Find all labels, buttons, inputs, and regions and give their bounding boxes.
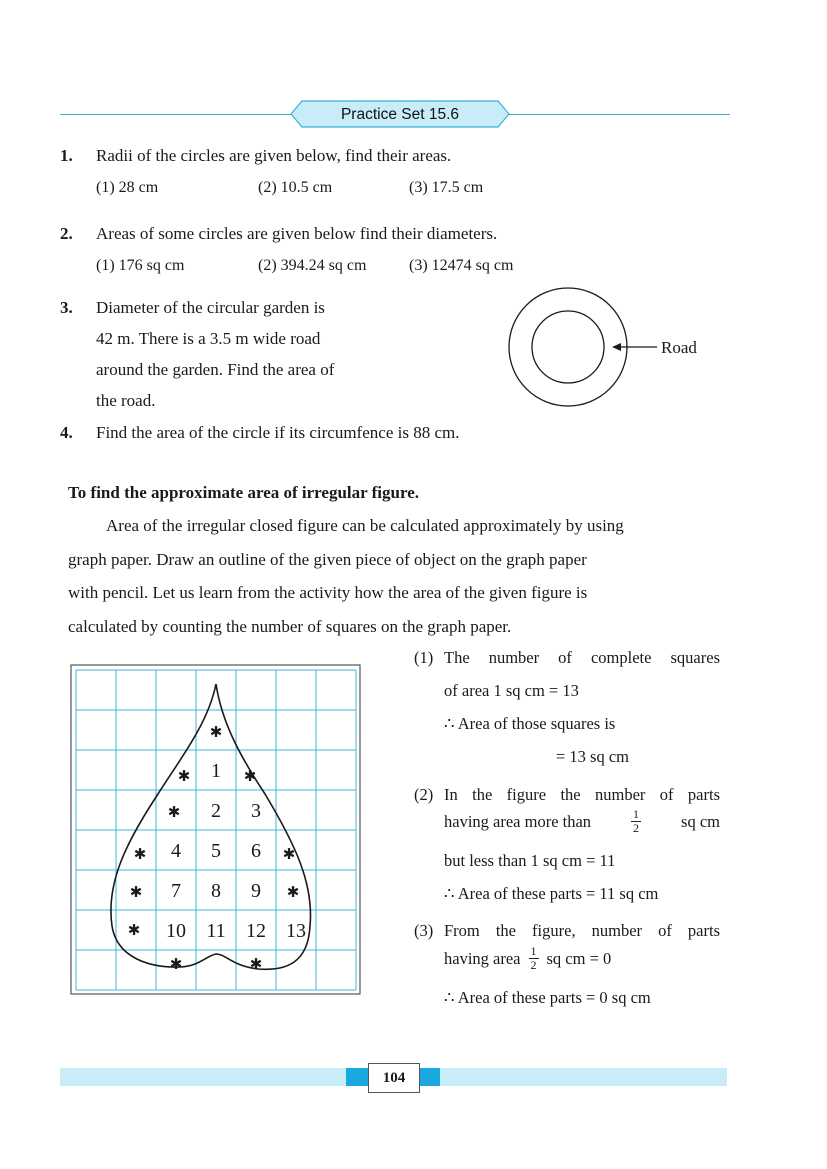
- fraction-numerator: 1: [633, 807, 640, 821]
- road-circle-diagram: [500, 282, 660, 418]
- partial-square-star-icon: ✱: [282, 845, 296, 863]
- step-3-marker: (3): [414, 921, 434, 940]
- header-banner: [290, 100, 510, 128]
- question-1-number: 1.: [60, 146, 73, 165]
- step-2-line-2-pre: having area more than: [444, 811, 592, 831]
- question-3-line-3: around the garden. Find the area of: [96, 360, 335, 379]
- inner-circle: [532, 311, 604, 383]
- partial-square-star-icon: ✱: [209, 723, 223, 741]
- grid-number-label: 10: [166, 920, 186, 942]
- step-1-marker: (1): [414, 648, 434, 667]
- road-label: Road: [661, 338, 697, 357]
- paragraph-line-1: Area of the irregular closed figure can be calculated approximately by using: [106, 516, 624, 535]
- grid-number-label: 8: [211, 880, 221, 902]
- question-1-text: Radii of the circles are given below, find their areas.: [96, 146, 452, 165]
- grid-number-label: 12: [246, 920, 266, 942]
- question-2-part-3: (3) 12474 sq cm: [409, 257, 514, 274]
- half-fraction: [631, 808, 641, 835]
- question-3-line-4: the road.: [96, 391, 156, 410]
- question-1-part-2: (2) 10.5 cm: [258, 179, 333, 196]
- page-title: Practice Set 15.6: [340, 106, 460, 123]
- partial-square-star-icon: ✱: [169, 955, 183, 973]
- page-number: 104: [368, 1063, 420, 1093]
- partial-square-star-icon: ✱: [249, 955, 263, 973]
- road-arrow-head: [612, 343, 621, 351]
- partial-square-star-icon: ✱: [286, 883, 300, 901]
- partial-square-star-icon: ✱: [167, 803, 181, 821]
- step-3-line-2: [444, 945, 611, 972]
- fraction-denominator: 2: [633, 821, 640, 835]
- outer-circle: [509, 288, 627, 406]
- step-1-line-3: ∴ Area of those squares is: [444, 714, 616, 733]
- question-2-part-2: (2) 394.24 sq cm: [258, 257, 367, 274]
- grid-number-label: 2: [211, 800, 221, 822]
- graph-paper-figure: [70, 664, 362, 996]
- grid-number-label: 9: [251, 880, 261, 902]
- fraction-denominator: 2: [530, 958, 537, 972]
- grid-number-label: 11: [206, 920, 226, 942]
- step-3-line-3: ∴ Area of these parts = 0 sq cm: [444, 988, 651, 1007]
- step-2-line-2: [444, 808, 720, 835]
- grid-number-label: 1: [211, 760, 221, 782]
- paragraph-line-4: calculated by counting the number of squares on the graph paper.: [68, 617, 512, 636]
- partial-square-star-icon: ✱: [127, 921, 141, 939]
- question-3-line-1: Diameter of the circular garden is: [96, 298, 325, 317]
- header-rule-right: [508, 114, 730, 115]
- grid-number-label: 3: [251, 800, 261, 822]
- partial-square-star-icon: ✱: [129, 883, 143, 901]
- section-heading: To find the approximate area of irregular figure.: [68, 483, 420, 502]
- step-1-line-4: = 13 sq cm: [556, 747, 630, 766]
- grid-number-label: 6: [251, 840, 261, 862]
- partial-square-star-icon: ✱: [133, 845, 147, 863]
- step-1-line-1: The number of complete squares: [444, 648, 720, 667]
- step-3-line-1: From the figure, number of parts: [444, 921, 720, 940]
- half-fraction: [529, 945, 539, 972]
- step-2-line-1: In the figure the number of parts: [444, 785, 720, 804]
- question-3-number: 3.: [60, 298, 73, 317]
- question-1-part-3: (3) 17.5 cm: [409, 179, 484, 196]
- question-2-number: 2.: [60, 224, 73, 243]
- step-3-line-2-post: sq cm = 0: [546, 948, 612, 968]
- step-1-line-2: of area 1 sq cm = 13: [444, 681, 579, 700]
- question-3-line-2: 42 m. There is a 3.5 m wide road: [96, 329, 321, 348]
- question-2-text: Areas of some circles are given below find their diameters.: [96, 224, 498, 243]
- question-1-part-1: (1) 28 cm: [96, 179, 159, 196]
- partial-square-star-icon: ✱: [243, 767, 257, 785]
- fraction-numerator: 1: [530, 944, 537, 958]
- grid-number-label: 5: [211, 840, 221, 862]
- header-rule-left: [60, 114, 292, 115]
- partial-square-star-icon: ✱: [177, 767, 191, 785]
- paragraph-line-2: graph paper. Draw an outline of the given piece of object on the graph paper: [68, 550, 587, 569]
- step-3-line-2-pre: having area: [444, 948, 521, 968]
- paragraph-line-3: with pencil. Let us learn from the activity how the area of the given figure is: [68, 583, 588, 602]
- question-2-part-1: (1) 176 sq cm: [96, 257, 185, 274]
- grid-number-label: 13: [286, 920, 306, 942]
- grid-number-label: 7: [171, 880, 181, 902]
- step-2-line-2-post: sq cm: [681, 811, 720, 831]
- step-2-marker: (2): [414, 785, 434, 804]
- step-2-line-4: ∴ Area of these parts = 11 sq cm: [444, 884, 659, 903]
- grid-number-label: 4: [171, 840, 181, 862]
- question-4-text: Find the area of the circle if its circumfence is 88 cm.: [96, 423, 460, 442]
- step-2-line-3: but less than 1 sq cm = 11: [444, 851, 616, 870]
- question-4-number: 4.: [60, 423, 73, 442]
